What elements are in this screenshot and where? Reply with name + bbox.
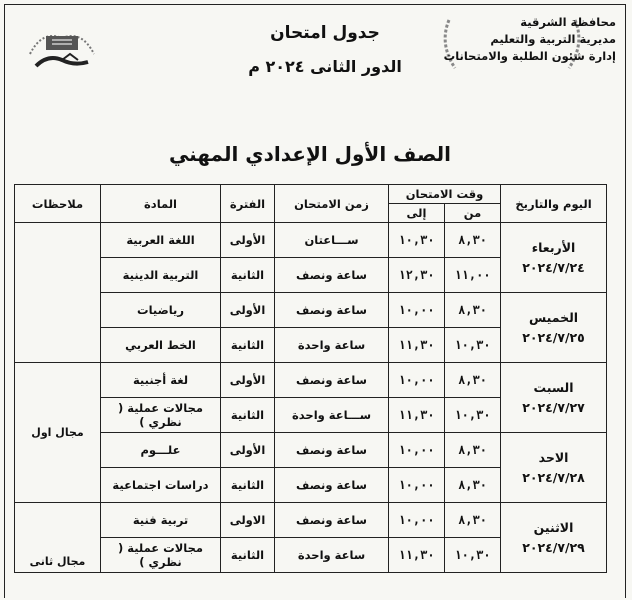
table-row: [15, 223, 607, 258]
from-time: ٨,٣٠: [445, 363, 501, 398]
to-time: ١٢,٣٠: [389, 258, 445, 293]
from-time: ٨,٣٠: [445, 468, 501, 503]
from-time: ١٠,٣٠: [445, 328, 501, 363]
date-value: ٢٠٢٤/٧/٢٥: [522, 329, 585, 345]
table-row: [15, 503, 607, 538]
period-cell: الأولى: [221, 223, 275, 258]
to-time: ١٠,٠٠: [389, 433, 445, 468]
col-header-exam-time: وقت الامتحان: [389, 185, 501, 204]
col-header-day-date: اليوم والتاريخ: [501, 185, 607, 223]
table-row: [15, 363, 607, 398]
duration-cell: ساعة ونصف: [275, 258, 389, 293]
note-field-two: مجال ثانى: [29, 555, 86, 568]
subject-cell: تربية فنية: [101, 503, 221, 538]
subject-cell: الخط العربي: [101, 328, 221, 363]
from-time: ١١,٠٠: [445, 258, 501, 293]
date-value: ٢٠٢٤/٧/٢٤: [522, 259, 585, 275]
exam-schedule-table: [14, 184, 607, 573]
to-time: ١١,٣٠: [389, 538, 445, 573]
col-header-subject: المادة: [101, 185, 221, 223]
note-field-one: مجال اول: [31, 426, 84, 439]
col-header-notes: ملاحظات: [15, 185, 101, 223]
date-value: ٢٠٢٤/٧/٢٧: [522, 399, 585, 415]
table-row: [15, 293, 607, 328]
from-time: ٨,٣٠: [445, 433, 501, 468]
notes-cell-field-one: [15, 363, 101, 503]
duration-cell: ســـاعتان: [275, 223, 389, 258]
subject-cell: رياضيات: [101, 293, 221, 328]
day-date-cell: [501, 293, 607, 363]
day-date-cell: [501, 363, 607, 433]
period-cell: الثانية: [221, 328, 275, 363]
period-cell: الاولى: [221, 503, 275, 538]
day-date-cell: [501, 433, 607, 503]
day-name: السبت: [533, 379, 574, 395]
duration-cell: ساعة واحدة: [275, 328, 389, 363]
subject-cell: مجالات عملية ( نظري ): [101, 398, 221, 433]
day-name: الاحد: [538, 449, 569, 465]
directorate-label: مديرية التربية والتعليم: [490, 32, 616, 46]
day-name: الاثنين: [533, 519, 574, 535]
period-cell: الثانية: [221, 538, 275, 573]
subject-cell: علـــوم: [101, 433, 221, 468]
to-time: ١٠,٠٠: [389, 363, 445, 398]
from-time: ١٠,٣٠: [445, 398, 501, 433]
duration-cell: ساعة واحدة: [275, 538, 389, 573]
col-header-duration: زمن الامتحان: [275, 185, 389, 223]
subject-cell: دراسات اجتماعية: [101, 468, 221, 503]
day-date-cell: [501, 223, 607, 293]
to-time: ١٠,٠٠: [389, 503, 445, 538]
col-header-period: الفترة: [221, 185, 275, 223]
period-cell: الثانية: [221, 258, 275, 293]
title-block: [210, 20, 440, 80]
day-name: الأربعاء: [531, 239, 576, 255]
duration-cell: ساعة ونصف: [275, 503, 389, 538]
to-time: ١١,٣٠: [389, 398, 445, 433]
subject-cell: لغة أجنبية: [101, 363, 221, 398]
from-time: ٨,٣٠: [445, 293, 501, 328]
eagle-emblem-logo: [22, 24, 102, 74]
subject-cell: مجالات عملية ( نظري ): [101, 538, 221, 573]
date-value: ٢٠٢٤/٧/٢٨: [522, 469, 585, 485]
from-time: ٨,٣٠: [445, 503, 501, 538]
duration-cell: ساعة ونصف: [275, 363, 389, 398]
department-label: إدارة شئون الطلبة والامتحانات: [443, 49, 616, 63]
from-time: ٨,٣٠: [445, 223, 501, 258]
subject-cell: اللغة العربية: [101, 223, 221, 258]
date-value: ٢٠٢٤/٧/٢٩: [522, 539, 585, 555]
period-cell: الثانية: [221, 468, 275, 503]
document-title: جدول امتحان: [270, 23, 380, 43]
to-time: ١٠,٠٠: [389, 293, 445, 328]
issuer-block: [416, 14, 616, 65]
to-time: ١٠,٠٠: [389, 468, 445, 503]
table-row: [15, 433, 607, 468]
grade-heading: الصف الأول الإعدادي المهني: [168, 142, 452, 166]
duration-cell: ساعة ونصف: [275, 468, 389, 503]
period-cell: الأولى: [221, 293, 275, 328]
col-header-to: إلى: [389, 204, 445, 223]
period-cell: الثانية: [221, 398, 275, 433]
subject-cell: التربية الدينية: [101, 258, 221, 293]
duration-cell: ساعة ونصف: [275, 293, 389, 328]
to-time: ١١,٣٠: [389, 328, 445, 363]
notes-cell-field-two: [15, 503, 101, 573]
notes-cell-empty: [15, 223, 101, 363]
period-cell: الأولى: [221, 433, 275, 468]
duration-cell: ساعة ونصف: [275, 433, 389, 468]
session-label: الدور الثانى ٢٠٢٤ م: [248, 57, 402, 76]
col-header-from: من: [445, 204, 501, 223]
day-name: الخميس: [528, 309, 579, 325]
day-date-cell: [501, 503, 607, 573]
period-cell: الأولى: [221, 363, 275, 398]
duration-cell: ســـاعة واحدة: [275, 398, 389, 433]
governorate-label: محافظة الشرقية: [520, 15, 616, 29]
from-time: ١٠,٣٠: [445, 538, 501, 573]
to-time: ١٠,٣٠: [389, 223, 445, 258]
